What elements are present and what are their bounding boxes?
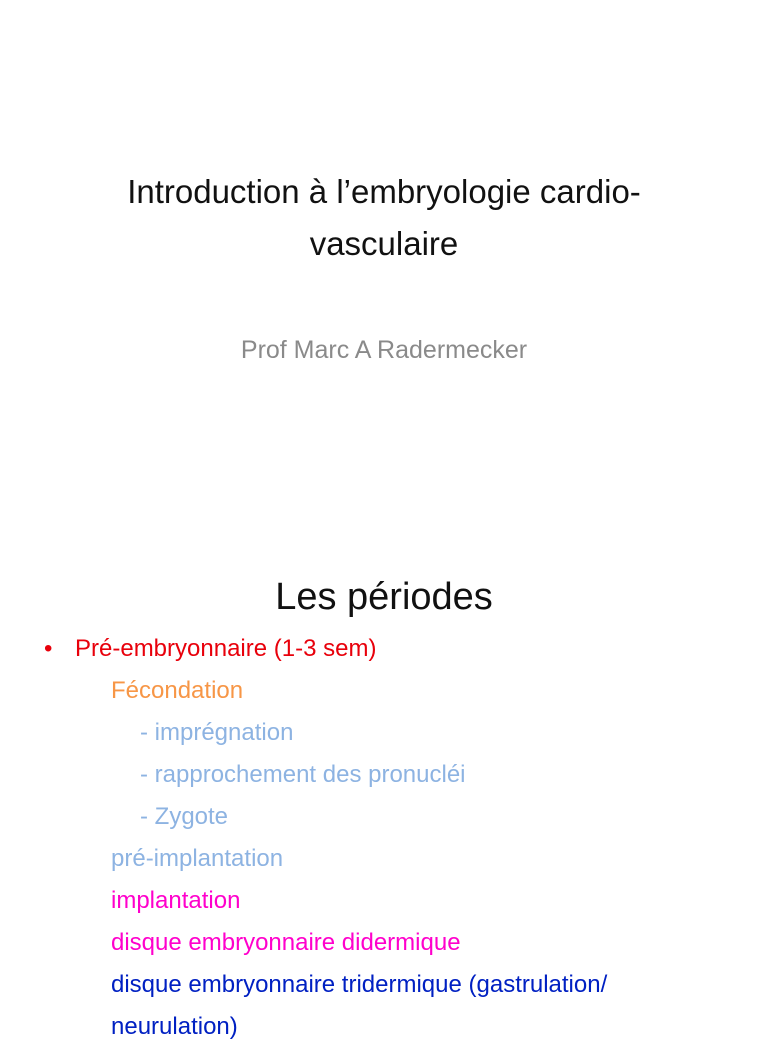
list-item-text: - rapprochement des pronucléi: [140, 761, 466, 788]
list-item-text: Fécondation: [111, 677, 244, 704]
list-item: [0, 1006, 768, 1048]
list-item: [0, 712, 768, 754]
slide-heading: Les périodes: [275, 576, 493, 618]
bullet-icon: •: [44, 635, 53, 662]
title-line-2: vasculaire: [309, 225, 459, 262]
list-item: [0, 670, 768, 712]
list-item: [0, 880, 768, 922]
list-item-text: implantation: [111, 887, 241, 914]
list-item: [0, 922, 768, 964]
list-item: [0, 754, 768, 796]
list-item: [0, 838, 768, 880]
presentation-author: Prof Marc A Radermecker: [240, 336, 528, 364]
list-item: [0, 628, 768, 670]
title-line-1: Introduction à l’embryologie cardio-: [127, 173, 641, 210]
list-item-text: pré-implantation: [111, 845, 284, 872]
list-item-text: - imprégnation: [140, 719, 294, 746]
list-item-text: disque embryonnaire tridermique (gastrulation/: [111, 971, 608, 998]
list-item-text: neurulation): [111, 1013, 238, 1040]
presentation-title: [40, 166, 728, 270]
bullet-list: [0, 628, 768, 1048]
list-item: [0, 964, 768, 1006]
list-item-text: - Zygote: [140, 803, 229, 830]
list-item-text: disque embryonnaire didermique: [111, 929, 461, 956]
content-slide: [0, 562, 768, 1040]
list-item-text: Pré-embryonnaire (1-3 sem): [75, 635, 377, 662]
list-item: [0, 796, 768, 838]
